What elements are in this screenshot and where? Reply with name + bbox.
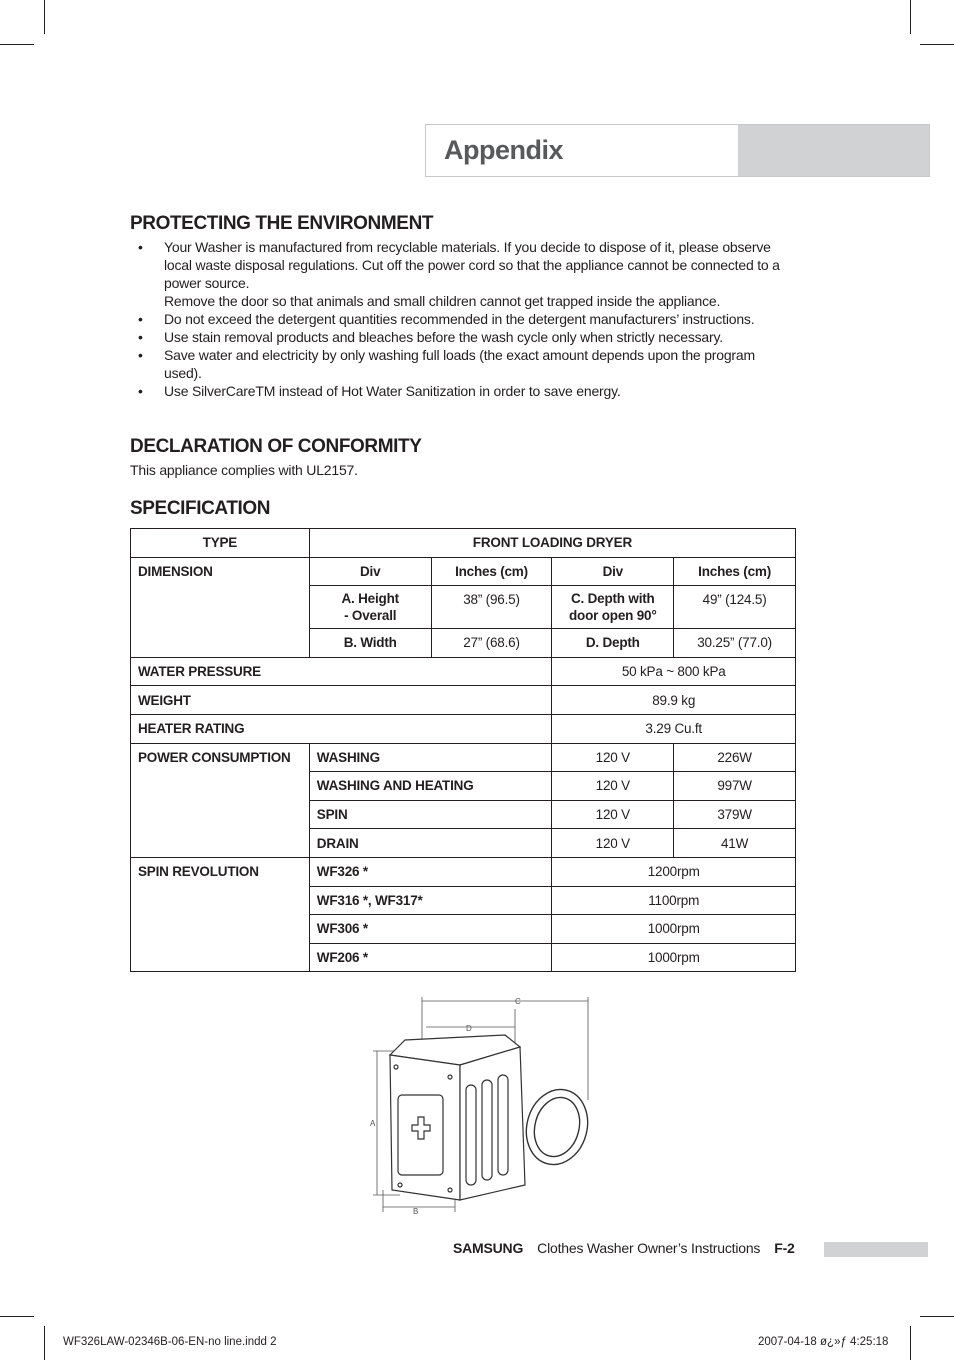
dimension-col-div: Div: [309, 557, 431, 586]
power-mode: WASHING: [309, 743, 552, 772]
label-b: B: [413, 1207, 419, 1216]
heater-label: HEATER RATING: [131, 714, 552, 743]
section-header: [425, 124, 930, 177]
list-item: • Use SilverCareTM instead of Hot Water Sanitization in order to save energy.: [138, 383, 621, 399]
list-item: • Use stain removal products and bleaches before the wash cycle only when strictly necessary.: [138, 329, 723, 345]
bullet-icon: •: [138, 239, 143, 255]
spin-model: WF206 *: [309, 943, 552, 972]
power-mode: SPIN: [309, 800, 552, 829]
spin-label: SPIN REVOLUTION: [131, 857, 310, 971]
table-row: [131, 714, 796, 743]
washer-dimension-diagram: [360, 985, 600, 1217]
table-row: [131, 657, 796, 686]
label-d: D: [466, 1024, 472, 1033]
power-mode: WASHING AND HEATING: [309, 772, 552, 801]
power-watts: 379W: [674, 800, 796, 829]
power-voltage: 120 V: [552, 772, 674, 801]
spin-rpm: 1200rpm: [552, 857, 796, 886]
water-pressure-value: 50 kPa ~ 800 kPa: [552, 657, 796, 686]
width-label: B. Width: [309, 629, 431, 658]
crop-mark: [910, 0, 911, 34]
crop-mark: [0, 44, 34, 45]
bullet-icon: •: [138, 383, 143, 399]
bullet-icon: •: [138, 347, 143, 363]
crop-mark: [920, 44, 954, 45]
width-value: 27” (68.6): [431, 629, 552, 658]
specification-heading: SPECIFICATION: [130, 498, 271, 519]
power-watts: 997W: [674, 772, 796, 801]
spin-rpm: 1100rpm: [552, 886, 796, 915]
bullet-icon: •: [138, 311, 143, 327]
list-item: • Your Washer is manufactured from recyclable materials. If you decide to dispose of it, please observe local waste disposal regulations. Cut off the power cord so that the appliance cannot be connected to a power source. Remove the door so that animals and small children cannot get trapped inside the appliance.: [138, 239, 780, 309]
list-item: • Do not exceed the detergent quantities recommended in the detergent manufacturers’ instructions.: [138, 311, 755, 327]
water-pressure-label: WATER PRESSURE: [131, 657, 552, 686]
manual-title: Clothes Washer Owner’s Instructions: [537, 1240, 761, 1256]
header-accent-bar: [738, 125, 929, 176]
depth-value: 30.25” (77.0): [674, 629, 796, 658]
power-watts: 41W: [674, 829, 796, 858]
power-voltage: 120 V: [552, 829, 674, 858]
type-label: TYPE: [131, 529, 310, 558]
table-row: [131, 529, 796, 558]
dimension-col-div: Div: [552, 557, 674, 586]
heater-value: 3.29 Cu.ft: [552, 714, 796, 743]
power-label: POWER CONSUMPTION: [131, 743, 310, 857]
crop-mark: [44, 1326, 45, 1360]
power-watts: 226W: [674, 743, 796, 772]
crop-mark: [920, 1316, 954, 1317]
label-a: A: [370, 1119, 376, 1128]
table-row: [131, 686, 796, 715]
conformity-text: This appliance complies with UL2157.: [130, 462, 358, 478]
page-footer: [453, 1240, 795, 1256]
spin-model: WF326 *: [309, 857, 552, 886]
slug-timestamp: 2007-04-18 ø¿»ƒ 4:25:18: [758, 1336, 889, 1348]
spin-rpm: 1000rpm: [552, 943, 796, 972]
depth-door-label: C. Depth with door open 90°: [552, 586, 674, 629]
page-number: F-2: [774, 1240, 795, 1256]
depth-door-value: 49” (124.5): [674, 586, 796, 629]
height-value: 38” (96.5): [431, 586, 552, 629]
type-value: FRONT LOADING DRYER: [309, 529, 795, 558]
bullet-icon: •: [138, 329, 143, 345]
power-voltage: 120 V: [552, 800, 674, 829]
weight-value: 89.9 kg: [552, 686, 796, 715]
spin-model: WF316 *, WF317*: [309, 886, 552, 915]
height-label: A. Height - Overall: [309, 586, 431, 629]
slug-filename: WF326LAW-02346B-06-EN-no line.indd 2: [63, 1336, 277, 1348]
crop-mark: [0, 1316, 34, 1317]
crop-mark: [910, 1326, 911, 1360]
dimension-col-inches: Inches (cm): [431, 557, 552, 586]
power-mode: DRAIN: [309, 829, 552, 858]
environment-list: [130, 238, 790, 400]
washer-door: [518, 1083, 596, 1172]
table-row: [131, 743, 796, 772]
spin-model: WF306 *: [309, 915, 552, 944]
table-row: [131, 857, 796, 886]
dimension-label: DIMENSION: [131, 557, 310, 657]
crop-mark: [44, 0, 45, 34]
list-item: • Save water and electricity by only washing full loads (the exact amount depends upon the program used).: [138, 347, 755, 381]
page-title: Appendix: [444, 135, 564, 165]
conformity-heading: DECLARATION OF CONFORMITY: [130, 436, 422, 457]
brand-name: SAMSUNG: [453, 1240, 524, 1256]
table-row: [131, 557, 796, 586]
environment-heading: PROTECTING THE ENVIRONMENT: [130, 213, 434, 234]
depth-label: D. Depth: [552, 629, 674, 658]
label-c: C: [515, 997, 521, 1006]
footer-accent-bar: [824, 1242, 928, 1257]
power-voltage: 120 V: [552, 743, 674, 772]
spin-rpm: 1000rpm: [552, 915, 796, 944]
weight-label: WEIGHT: [131, 686, 552, 715]
dimension-col-inches: Inches (cm): [674, 557, 796, 586]
specification-table: [130, 528, 796, 972]
